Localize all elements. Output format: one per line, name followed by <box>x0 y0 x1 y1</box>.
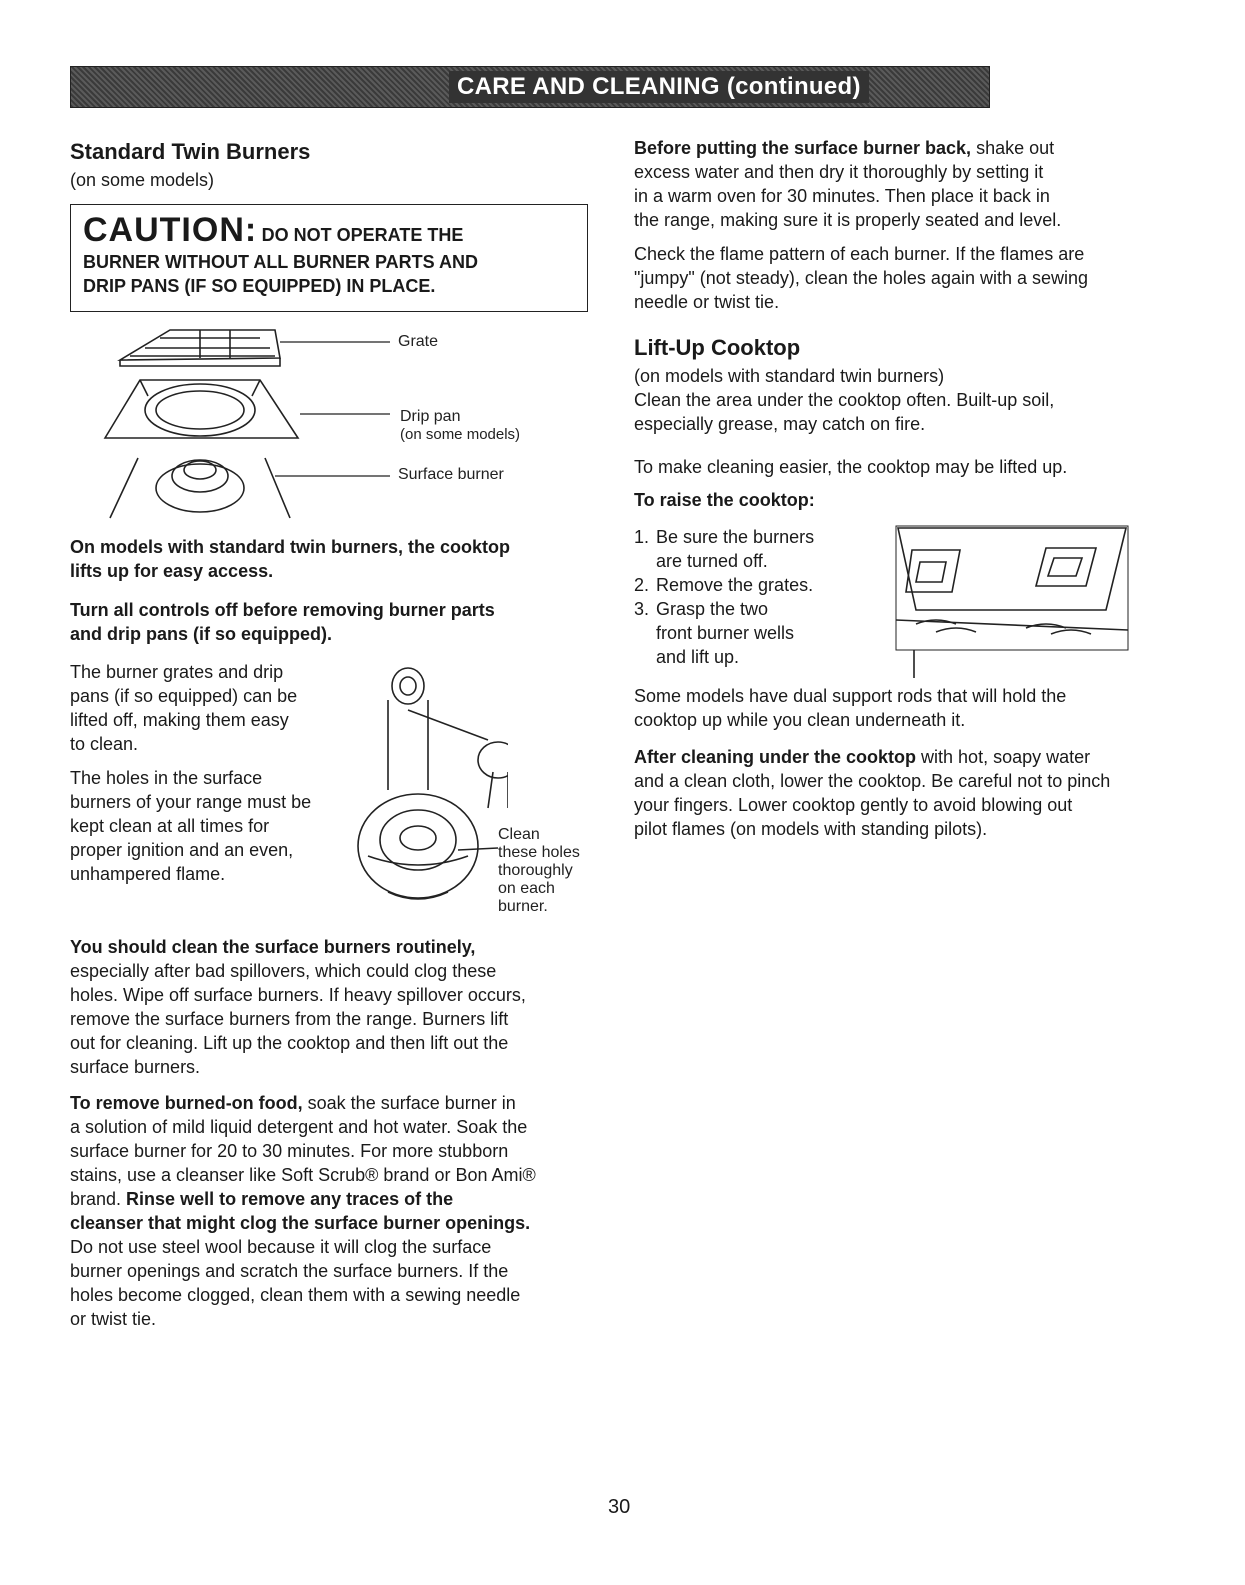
standard-twin-burners-heading: Standard Twin Burners <box>70 139 311 164</box>
left-column-top <box>70 138 610 192</box>
caution-line-2: BURNER WITHOUT ALL BURNER PARTS AND <box>83 252 478 272</box>
before-first-rest: shake out <box>971 138 1055 158</box>
burned-line: a solution of mild liquid detergent and hot water. Soak the <box>70 1117 528 1137</box>
routine-bold-line: You should clean the surface burners routinely, <box>70 937 476 957</box>
step-number: 2. <box>634 575 650 595</box>
turn-off-line-2: and drip pans (if so equipped). <box>70 624 333 644</box>
after-first-line <box>634 745 1174 769</box>
lift-note <box>70 535 610 583</box>
steel-line: burner openings and scratch the surface burners. If the <box>70 1261 509 1281</box>
routine-line: holes. Wipe off surface burners. If heavy spillover occurs, <box>70 985 526 1005</box>
routine-line: remove the surface burners from the range. Burners lift <box>70 1009 509 1029</box>
holes-line: The holes in the surface <box>70 768 263 788</box>
steel-line: or twist tie. <box>70 1309 157 1329</box>
caution-line-3: DRIP PANS (IF SO EQUIPPED) IN PLACE. <box>83 276 436 296</box>
lift-up-subtitle: (on models with standard twin burners) <box>634 366 945 386</box>
lift-note-line-1: On models with standard twin burners, the cooktop <box>70 537 511 557</box>
raise-title: To raise the cooktop: <box>634 490 815 510</box>
step-item <box>634 621 854 645</box>
after-line: your fingers. Lower cooktop gently to avoid blowing out <box>634 795 1073 815</box>
step-item <box>634 573 854 597</box>
clean-label-line: on each <box>498 880 555 897</box>
after-line: and a clean cloth, lower the cooktop. Be careful not to pinch <box>634 771 1111 791</box>
holes-line: kept clean at all times for <box>70 816 270 836</box>
support-line: Some models have dual support rods that will hold the <box>634 686 1067 706</box>
clean-label-line: these holes <box>498 844 580 861</box>
check-paragraph <box>634 242 1164 314</box>
grates-line: pans (if so equipped) can be <box>70 686 298 706</box>
step-text: and lift up. <box>656 647 740 667</box>
holes-paragraph <box>70 766 370 886</box>
after-paragraph <box>634 745 1174 841</box>
burner-exploded-diagram <box>100 318 400 528</box>
check-line: needle or twist tie. <box>634 292 780 312</box>
before-line: excess water and then dry it thoroughly by setting it <box>634 162 1044 182</box>
routine-line: out for cleaning. Lift up the cooktop and then lift out the <box>70 1033 509 1053</box>
raise-steps <box>634 525 854 669</box>
caution-word: CAUTION: <box>83 211 258 249</box>
raise-heading <box>634 488 1164 512</box>
burner-closeup-diagram <box>348 660 508 912</box>
burned-bold: To remove burned-on food, <box>70 1093 303 1113</box>
clean-label-line: thoroughly <box>498 862 573 879</box>
step-item <box>634 645 854 669</box>
holes-line: burners of your range must be <box>70 792 312 812</box>
turn-off-line-1: Turn all controls off before removing burner parts <box>70 600 495 620</box>
holes-line: unhampered flame. <box>70 864 226 884</box>
before-first-line <box>634 136 1164 160</box>
before-line: the range, making sure it is properly seated and level. <box>634 210 1062 230</box>
before-paragraph <box>634 136 1164 232</box>
step-number: 3. <box>634 599 650 619</box>
section-header-banner <box>70 66 990 108</box>
rinse-bold-2: cleanser that might clog the surface burner openings. <box>70 1213 531 1233</box>
lift-note-line-2: lifts up for easy access. <box>70 561 274 581</box>
drip-pan-note: (on some models) <box>400 426 521 443</box>
step-item <box>634 525 854 549</box>
steel-line: Do not use steel wool because it will clog the surface <box>70 1237 492 1257</box>
burned-on-paragraph <box>70 1091 615 1331</box>
before-bold: Before putting the surface burner back, <box>634 138 972 158</box>
step-text: Be sure the burners <box>656 527 815 547</box>
routine-line: especially after bad spillovers, which could clog these <box>70 961 497 981</box>
before-line: in a warm oven for 30 minutes. Then place it back in <box>634 186 1050 206</box>
after-first-rest: with hot, soapy water <box>916 747 1091 767</box>
routine-line: surface burners. <box>70 1057 201 1077</box>
rinse-bold-1: Rinse well to remove any traces of the <box>126 1189 454 1209</box>
grates-paragraph <box>70 660 370 756</box>
grates-line: lifted off, making them easy <box>70 710 289 730</box>
brand-text: brand. <box>70 1189 127 1209</box>
burned-line: stains, use a cleanser like Soft Scrub® brand or Bon Ami® <box>70 1165 536 1185</box>
check-line: "jumpy" (not steady), clean the holes again with a sewing <box>634 268 1089 288</box>
step-item <box>634 549 854 573</box>
after-bold: After cleaning under the cooktop <box>634 747 917 767</box>
support-paragraph <box>634 684 1164 732</box>
grates-line: The burner grates and drip <box>70 662 284 682</box>
step-text: front burner wells <box>656 623 795 643</box>
burned-first-line <box>70 1091 615 1115</box>
grates-line: to clean. <box>70 734 139 754</box>
on-some-models-note: (on some models) <box>70 170 215 190</box>
clean-label-line: Clean <box>498 826 540 843</box>
easier-paragraph <box>634 455 1164 479</box>
burned-first-rest: soak the surface burner in <box>302 1093 516 1113</box>
caution-box <box>70 204 588 312</box>
step-text: Remove the grates. <box>656 575 814 595</box>
check-line: Check the flame pattern of each burner. If the flames are <box>634 244 1085 264</box>
support-line: cooktop up while you clean underneath it. <box>634 710 966 730</box>
lifted-cooktop-diagram <box>876 520 1141 682</box>
routine-paragraph <box>70 935 610 1079</box>
step-text: Grasp the two <box>656 599 769 619</box>
burned-line: surface burner for 20 to 30 minutes. For more stubborn <box>70 1141 509 1161</box>
turn-off-note <box>70 598 610 646</box>
lift-up-cooktop-heading: Lift-Up Cooktop <box>634 335 801 360</box>
easier-line: To make cleaning easier, the cooktop may be lifted up. <box>634 457 1068 477</box>
holes-line: proper ignition and an even, <box>70 840 294 860</box>
lift-up-section <box>634 334 1164 436</box>
steel-line: holes become clogged, clean them with a sewing needle <box>70 1285 521 1305</box>
caution-lead: DO NOT OPERATE THE <box>261 225 464 245</box>
rinse-first-line <box>70 1187 615 1211</box>
surface-burner-label: Surface burner <box>398 466 504 483</box>
drip-pan-label: Drip pan <box>400 408 461 425</box>
section-title: CARE AND CLEANING (continued) <box>449 71 869 103</box>
clean-area-line: especially grease, may catch on fire. <box>634 414 926 434</box>
step-text: are turned off. <box>656 551 768 571</box>
clean-holes-label <box>498 826 608 916</box>
step-item <box>634 597 854 621</box>
step-number: 1. <box>634 527 650 547</box>
after-line: pilot flames (on models with standing pilots). <box>634 819 988 839</box>
clean-label-line: burner. <box>498 898 548 915</box>
clean-area-line: Clean the area under the cooktop often. Built-up soil, <box>634 390 1055 410</box>
grate-label: Grate <box>398 333 439 350</box>
page-number: 30 <box>608 1496 631 1518</box>
